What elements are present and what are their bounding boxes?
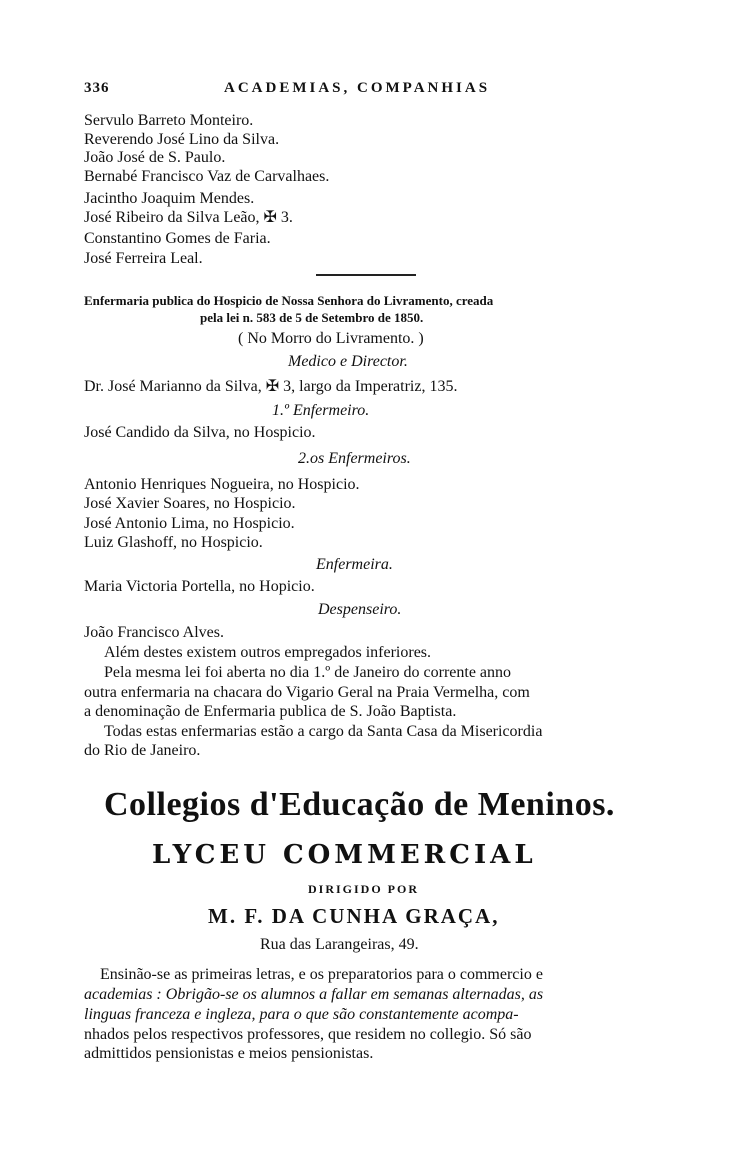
enfermeira-heading: Enfermeira. [316,556,393,573]
medico-entry: Dr. José Marianno da Silva, ✠ 3, largo da Imperatriz, 135. [84,378,458,395]
paragraph-line: linguas franceza e ingleza, para o que são constantemente acompa- [84,1006,519,1023]
enfermeiro-entry: José Xavier Soares, no Hospicio. [84,495,296,512]
member-line: Jacintho Joaquim Mendes. [84,190,255,207]
member-line: José Ferreira Leal. [84,250,203,267]
enfermeiros-heading: 2.os Enfermeiros. [298,450,411,467]
page-header [84,80,644,102]
despenseiro-heading: Despenseiro. [318,601,402,618]
member-line: João José de S. Paulo. [84,149,226,166]
enfermeiro-heading: 1.º Enfermeiro. [272,402,370,419]
member-line: Constantino Gomes de Faria. [84,230,271,247]
medico-heading: Medico e Director. [288,353,408,370]
page-number: 336 [84,80,110,96]
paragraph-line: Ensinão-se as primeiras letras, e os preparatorios para o commercio e [100,966,543,983]
director-name: M. F. DA CUNHA GRAÇA, [208,904,500,928]
paragraph-line: do Rio de Janeiro. [84,742,201,759]
enfermeiro-entry: José Antonio Lima, no Hospicio. [84,515,295,532]
directed-by: DIRIGIDO POR [308,882,420,896]
enfermaria-location: ( No Morro do Livramento. ) [238,330,424,347]
despenseiro-entry: João Francisco Alves. [84,624,224,641]
member-line: Servulo Barreto Monteiro. [84,112,254,129]
section-title: Collegios d'Educação de Meninos. [104,786,615,823]
paragraph-line: academias : Obrigão-se os alumnos a fallar em semanas alternadas, as [84,986,544,1003]
section-divider [316,274,416,276]
paragraph-line: nhados pelos respectivos professores, que residem no collegio. Só são [84,1026,532,1043]
paragraph-line: outra enfermaria na chacara do Vigario Geral na Praia Vermelha, com [84,684,530,701]
paragraph-line: Além destes existem outros empregados inferiores. [104,644,432,661]
member-line: José Ribeiro da Silva Leão, ✠ 3. [84,209,293,226]
school-name: LYCEU COMMERCIAL [152,840,537,870]
paragraph-line: a denominação de Enfermaria publica de S. João Baptista. [84,703,457,720]
enfermeiro-entry: Luiz Glashoff, no Hospicio. [84,534,263,551]
member-line: Bernabé Francisco Vaz de Carvalhaes. [84,168,330,185]
enfermaria-title-line1: Enfermaria publica do Hospicio de Nossa Senhora do Livramento, creada [84,293,494,308]
running-title: ACADEMIAS, COMPANHIAS [224,80,491,96]
paragraph-line: admittidos pensionistas e meios pensionistas. [84,1045,374,1062]
enfermeira-entry: Maria Victoria Portella, no Hopicio. [84,578,315,595]
paragraph-line: Todas estas enfermarias estão a cargo da Santa Casa da Misericordia [104,723,543,740]
member-line: Reverendo José Lino da Silva. [84,131,280,148]
enfermeiro-entry: Antonio Henriques Nogueira, no Hospicio. [84,476,360,493]
enfermaria-title-line2: pela lei n. 583 de 5 de Setembro de 1850. [200,310,424,325]
enfermeiro-entry: José Candido da Silva, no Hospicio. [84,424,316,441]
school-address: Rua das Larangeiras, 49. [260,936,419,953]
paragraph-line: Pela mesma lei foi aberta no dia 1.º de Janeiro do corrente anno [104,664,512,681]
